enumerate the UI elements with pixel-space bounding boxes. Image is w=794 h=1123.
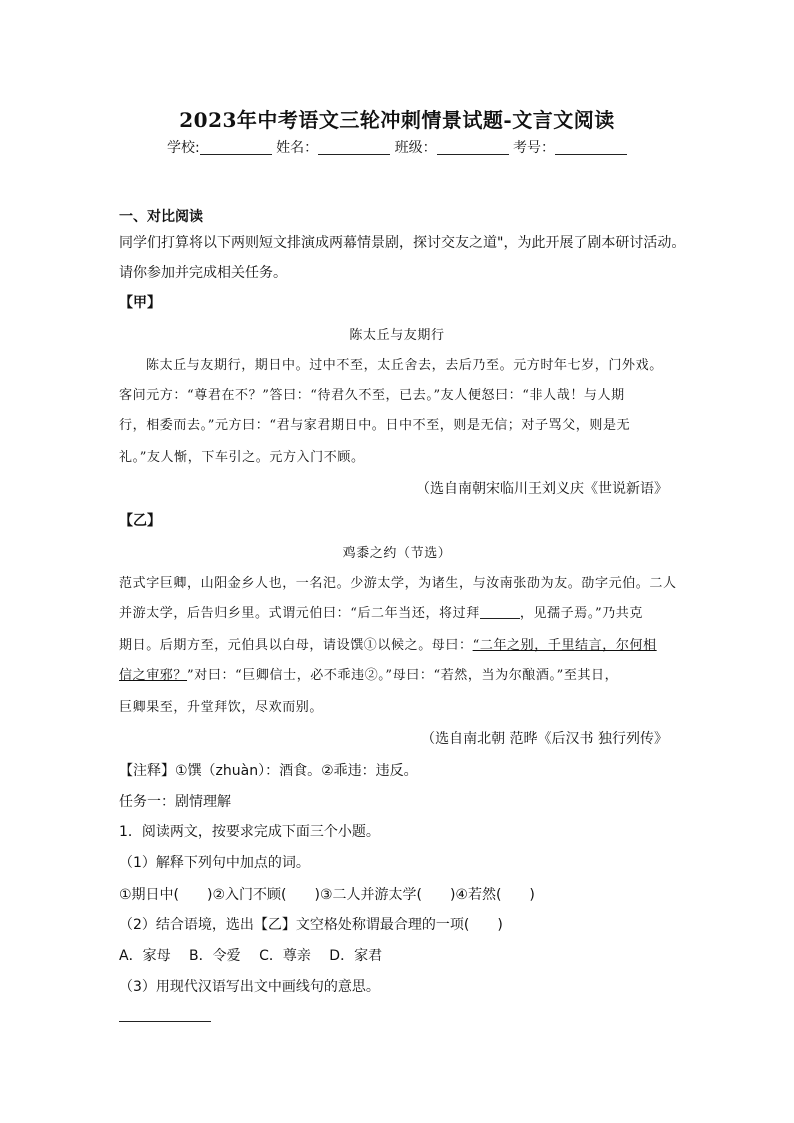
underlined-sentence-part-2: 信之审邪？ [119,668,188,683]
question-1-2-options: A．家母 B．令爱 C．尊亲 D．家君 [119,948,383,964]
question-1-3: （3）用现代汉语写出文中画线句的意思。 [119,979,380,995]
school-blank[interactable] [200,140,272,155]
yi-label: 【乙】 [119,513,161,529]
jia-line-2: 客问元方：“尊君在不？”答曰：“待君久不至，已去。”友人便怒曰：“非人哉！与人期 [119,388,625,403]
question-1-1-items: ①期日中( )②入门不顾( )③二人并游太学( )④若然( ) [119,887,535,903]
yi-line-2 [119,602,643,621]
question-1-2: （2）结合语境，选出【乙】文空格处称谓最合理的一项( ) [119,917,503,933]
yi-title: 鸡黍之约（节选） [342,546,452,561]
yi-source: （选自南北朝 范晔《后汉书 独行列传》 [421,731,668,747]
yi-line-2-a: 并游太学，后告归乡里。式谓元伯曰：“后二年当还，将过拜 [119,606,480,621]
jia-line-3: 行，相委而去。”元方曰：“君与家君期日中。日中不至，则是无信；对子骂父，则是无 [119,418,631,433]
yi-line-2-b: ，见孺子焉。”乃共克 [519,606,644,621]
yi-line-4-b: ”对曰：“巨卿信士，必不乖违②。”母曰：“若然，当为尔酿酒。”至其日， [187,668,619,683]
jia-label: 【甲】 [119,295,161,311]
yi-line-1: 范式字巨卿，山阳金乡人也，一名汜。少游太学，为诸生，与汝南张劭为友。劭字元伯。二人 [119,576,677,591]
jia-line-1: 陈太丘与友期行，期日中。过中不至，太丘舍去，去后乃至。元方时年七岁，门外戏。 [146,358,663,373]
notes: 【注释】①馔（zhuàn）：酒食。②乖违：违反。 [119,763,418,779]
exam-no-blank[interactable] [555,140,627,155]
answer-line [119,1021,211,1022]
name-label: 姓名： [276,140,319,156]
student-info-row [0,137,794,157]
intro-line-2: 请你参加并完成相关任务。 [119,265,287,281]
yi-line-3-a: 期日。后期方至，元伯具以白母，请设馔①以候之。母曰： [119,638,473,653]
name-blank[interactable] [318,140,390,155]
class-blank[interactable] [437,140,509,155]
exam-no-label: 考号： [513,140,556,156]
yi-line-5: 巨卿果至，升堂拜饮，尽欢而别。 [119,700,324,715]
yi-line-3 [119,634,657,653]
fill-blank[interactable] [480,606,520,619]
jia-line-4: 礼。”友人惭，下车引之。元方入门不顾。 [119,450,365,465]
intro-line-1: 同学们打算将以下两则短文排演成两幕情景剧，探讨交友之道"，为此开展了剧本研讨活动。 [119,235,686,251]
task-1-heading: 任务一：剧情理解 [119,794,231,810]
underlined-sentence-part-1: “二年之别，千里结言，尔何相 [472,638,657,653]
jia-source: （选自南朝宋临川王刘义庆《世说新语》 [416,481,668,497]
class-label: 班级： [394,140,437,156]
question-1: 1．阅读两文，按要求完成下面三个小题。 [119,824,380,840]
yi-line-4 [119,664,618,683]
page-title: 2023年中考语文三轮冲刺情景试题-文言文阅读 [179,108,615,132]
question-1-1: （1）解释下列句中加点的词。 [119,855,310,871]
section-heading: 一、对比阅读 [119,209,203,225]
jia-title: 陈太丘与友期行 [349,328,445,343]
school-label: 学校: [166,140,200,156]
